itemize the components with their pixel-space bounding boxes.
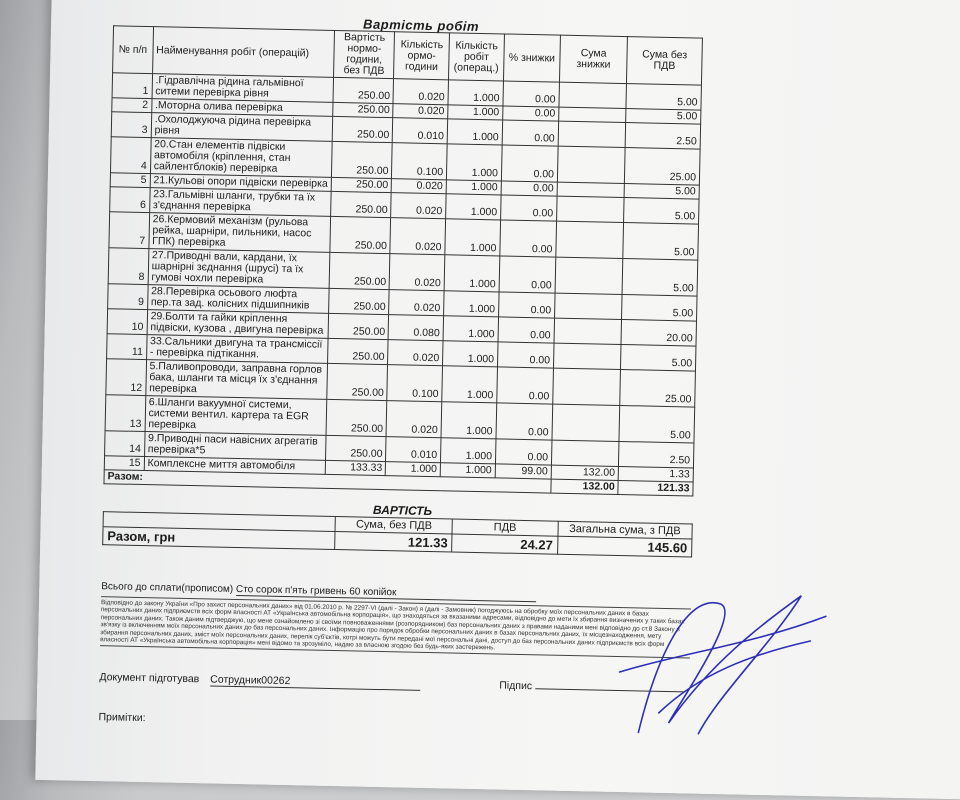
total-sum: 121.33 (618, 480, 693, 496)
header-name: Найменування робіт (операцій) (152, 27, 334, 78)
row-qty-work: 1.000 (445, 219, 501, 256)
row-name: 28.Перевірка осьового люфта пер.та зад. колісних підшипників (147, 285, 329, 314)
row-cost-hour: 133.33 (325, 460, 385, 475)
row-sum: 5.00 (623, 223, 699, 261)
row-cost-hour: 250.00 (331, 191, 392, 217)
row-qty-work: 1.000 (446, 144, 502, 181)
header-sum-no-vat: Сума без ПДВ (627, 37, 703, 86)
row-number: 15 (104, 456, 144, 471)
document-sheet (35, 0, 960, 800)
row-discount-sum (557, 182, 625, 197)
row-cost-hour: 250.00 (329, 252, 390, 289)
row-qty-hours: 0.020 (388, 340, 443, 366)
row-qty-work: 1.000 (442, 366, 498, 403)
row-discount-pct: 0.00 (503, 106, 559, 121)
row-number: 6 (110, 187, 150, 213)
row-number: 11 (107, 334, 147, 360)
row-cost-hour: 250.00 (329, 288, 390, 314)
row-sum: 5.00 (622, 295, 697, 322)
row-number: 10 (107, 309, 147, 335)
row-name: 27.Приводні вали, кардани, їх шарнірні зєднання (шрусі) та їх гумові чохли перевірка (148, 249, 330, 289)
row-sum: 25.00 (625, 148, 701, 186)
row-name: .Гідравлічна рідина гальмівної ситеми перевірка рівня (152, 74, 334, 103)
row-qty-hours: 0.020 (389, 254, 444, 291)
total-discount-sum: 132.00 (551, 479, 619, 494)
row-qty-hours: 0.020 (386, 401, 441, 438)
personal-data-consent: Відповідно до закону України «Про захист персональних даних» від 01.06.2010 р. № 2297-VI (далі - Закон) я (далі - Замовник) погоджуюсь на обробку моїх персональних даних в базах персональних даних підприємств всіх форм власності АТ «Українська автомобільна корпорація», що знаходяться за вказаними адресами, відповідно до мети їх збирання визначених у таких базах персональних даних. Також даним підтверджую, що мене ознайомлено зі своїми повноваженнями (розпорядником) баз персональних даних з правами наданими мені відповідно до ст.8 Закону в зв'язку із включенням моїх персональних даних до баз персональних даних. Інформацію про порядок обробки персональних даних в базах персональних даних, їх місцезнаходження, мету збирання персональних даних, зміст моїх персональних даних, перелік суб'єктів, котрі можуть бути передані мої персональні дані, доступ до баз персональних даних підприємств всіх форм власності АТ «Українська автомобільна корпорація» мені відомо та зрозуміло, надаю за власною згодою без будь-яких застережень. (100, 596, 691, 659)
row-qty-work: 1.000 (443, 341, 498, 367)
works-table (103, 25, 702, 496)
summary-sum-no-vat: 121.33 (335, 532, 452, 552)
row-sum: 1.33 (618, 466, 693, 482)
total-label: Разом: (104, 470, 551, 493)
row-number: 2 (112, 98, 152, 113)
row-qty-work: 1.000 (448, 80, 503, 106)
row-cost-hour: 250.00 (332, 141, 393, 178)
summary-total: 145.60 (557, 536, 692, 557)
row-discount-pct: 0.00 (498, 292, 555, 318)
row-sum: 5.00 (624, 184, 699, 200)
row-discount-pct: 0.00 (495, 439, 552, 465)
row-discount-sum (556, 221, 624, 258)
row-sum: 5.00 (624, 198, 699, 225)
row-cost-hour: 250.00 (327, 363, 388, 400)
row-sum: 2.50 (625, 123, 700, 150)
row-qty-work: 1.000 (444, 291, 499, 317)
row-qty-hours: 0.010 (393, 118, 448, 144)
row-qty-work: 1.000 (441, 402, 497, 439)
row-discount-sum (553, 343, 621, 369)
row-cost-hour: 250.00 (326, 399, 387, 436)
row-number: 5 (110, 173, 150, 188)
row-qty-hours: 0.100 (387, 365, 442, 402)
row-discount-pct: 0.00 (497, 342, 554, 368)
row-sum: 5.00 (621, 345, 696, 372)
row-qty-hours: 0.020 (393, 79, 448, 105)
row-name: 21.Кульові опори підвіски перевірка (150, 174, 332, 192)
row-discount-sum (559, 107, 627, 122)
row-qty-work: 1.000 (446, 180, 501, 195)
row-cost-hour: 250.00 (330, 216, 391, 253)
row-discount-pct: 0.00 (500, 220, 557, 257)
row-name: 26.Кермовий механізм (рульова рейка, шарніри, пильники, насос ГПК) перевірка (149, 213, 331, 253)
row-name: 5.Паливопроводи, заправна горлов бака, шланги та місця їх з'єднання перевірка (145, 360, 327, 400)
row-discount-sum: 132.00 (551, 465, 619, 480)
row-qty-hours: 0.020 (391, 193, 446, 219)
row-qty-work: 1.000 (448, 105, 503, 120)
row-name: 23.Гальмівні шланги, трубки та їх з'єднання перевірка (149, 188, 331, 217)
row-name: 20.Стан елементів підвіски автомобіля (кріплення, стан сайлентблоків) перевірка (150, 138, 332, 178)
row-discount-sum (558, 121, 626, 147)
row-discount-pct: 0.00 (501, 145, 558, 182)
row-qty-hours: 0.100 (392, 143, 447, 180)
row-sum: 25.00 (620, 369, 696, 407)
row-number: 13 (105, 395, 145, 432)
row-discount-pct: 0.00 (500, 195, 557, 221)
row-qty-hours: 0.020 (390, 218, 445, 255)
row-discount-pct: 0.00 (498, 317, 555, 343)
row-discount-sum (557, 146, 625, 183)
row-name: 33.Сальники двигуна та трансміссії - перевірка підтікання. (146, 335, 328, 364)
row-number: 3 (111, 112, 151, 138)
row-discount-sum (551, 440, 619, 466)
header-cost-hour: Вартість нормо-години, без ПДВ (334, 30, 395, 78)
row-number: 12 (106, 359, 146, 396)
row-number: 1 (112, 73, 152, 99)
prepared-by-value: Сотрудник00262 (210, 673, 420, 690)
row-name: Комплексне миття автомобіля (144, 457, 326, 475)
row-discount-pct: 0.00 (502, 120, 559, 146)
row-cost-hour: 250.00 (333, 102, 393, 117)
row-number: 14 (105, 431, 145, 457)
summary-col-sum-no-vat: Сума, без ПДВ (335, 517, 452, 534)
document-content (98, 11, 703, 725)
row-cost-hour: 250.00 (333, 77, 394, 103)
header-qty-hours: Кількість ормо-години (394, 32, 450, 80)
row-sum: 2.50 (619, 441, 694, 468)
row-name: 9.Приводні паси навісних агрегатів перевірка*5 (144, 432, 326, 461)
row-discount-sum (554, 293, 622, 319)
row-qty-work: 1.000 (446, 194, 501, 220)
row-qty-hours: 0.020 (389, 290, 444, 316)
row-discount-sum (554, 318, 622, 344)
header-qty-work: Кількість робіт (операц.) (449, 33, 505, 81)
row-cost-hour: 250.00 (332, 116, 393, 142)
row-name: 6.Шланги вакуумної системи, системи вентил. картера та EGR перевірка (145, 396, 327, 436)
summary-label: Разом, грн (103, 527, 336, 550)
row-qty-work: 1.000 (447, 119, 502, 145)
handwritten-signature (598, 582, 831, 747)
row-sum: 5.00 (622, 259, 698, 297)
table-body (104, 73, 701, 482)
notes-label: Примітки: (98, 711, 146, 725)
summary-title: ВАРТІСТЬ (372, 502, 433, 519)
row-sum: 5.00 (626, 109, 701, 125)
row-discount-pct: 0.00 (501, 181, 557, 196)
row-qty-hours: 0.080 (388, 315, 443, 341)
summary-vat: 24.27 (452, 534, 558, 554)
row-discount-pct: 99.00 (495, 464, 551, 479)
row-qty-work: 1.000 (443, 316, 498, 342)
prepared-label: Документ підготував (99, 671, 200, 686)
row-qty-hours: 0.020 (393, 104, 448, 119)
row-number: 8 (108, 248, 148, 285)
signature-label: Підпис (499, 679, 533, 693)
row-discount-sum (556, 196, 624, 222)
header-discount-pct: % знижки (503, 34, 560, 82)
row-discount-sum (555, 257, 623, 294)
summary-col-vat: ПДВ (452, 519, 558, 536)
row-qty-hours: 0.010 (386, 437, 441, 463)
row-cost-hour: 250.00 (328, 338, 389, 364)
prepared-by (99, 671, 420, 691)
row-discount-sum (559, 82, 627, 108)
summary-col-total: Загальна сума, з ПДВ (558, 521, 693, 539)
section-title: Вартість робіт (362, 16, 480, 34)
header-discount-sum: Сума знижки (559, 35, 627, 83)
row-discount-sum (553, 368, 621, 405)
row-qty-work: 1.000 (440, 463, 495, 478)
row-cost-hour: 250.00 (331, 177, 391, 192)
row-number: 9 (108, 284, 148, 310)
row-cost-hour: 250.00 (328, 313, 389, 339)
row-name: .Охолоджуюча рідина перевірка рівня (151, 113, 333, 142)
row-qty-work: 1.000 (441, 438, 496, 464)
row-qty-hours: 1.000 (386, 462, 441, 477)
row-sum: 5.00 (626, 84, 701, 111)
row-qty-hours: 0.020 (392, 179, 447, 194)
row-discount-sum (552, 404, 620, 441)
row-sum: 5.00 (619, 405, 695, 443)
amount-in-words-value: Сто сорок п'ять гривень 60 копійок (236, 584, 536, 602)
row-name: 29.Болти та гайки кріплення підвіски, кузова , двигуна перевірка (147, 310, 329, 339)
row-number: 4 (110, 137, 150, 174)
row-name: .Моторна олива перевірка (151, 99, 333, 117)
header-num: № п/п (113, 26, 154, 74)
amount-in-words-label: Всього до сплати(прописом) (101, 581, 234, 595)
row-number: 7 (109, 212, 149, 249)
row-qty-work: 1.000 (444, 255, 500, 292)
row-discount-pct: 0.00 (496, 403, 553, 440)
row-cost-hour: 250.00 (326, 435, 387, 461)
summary-table (102, 511, 693, 557)
row-discount-pct: 0.00 (499, 256, 556, 293)
row-sum: 20.00 (621, 320, 696, 347)
row-discount-pct: 0.00 (497, 367, 554, 404)
row-discount-pct: 0.00 (503, 81, 560, 107)
